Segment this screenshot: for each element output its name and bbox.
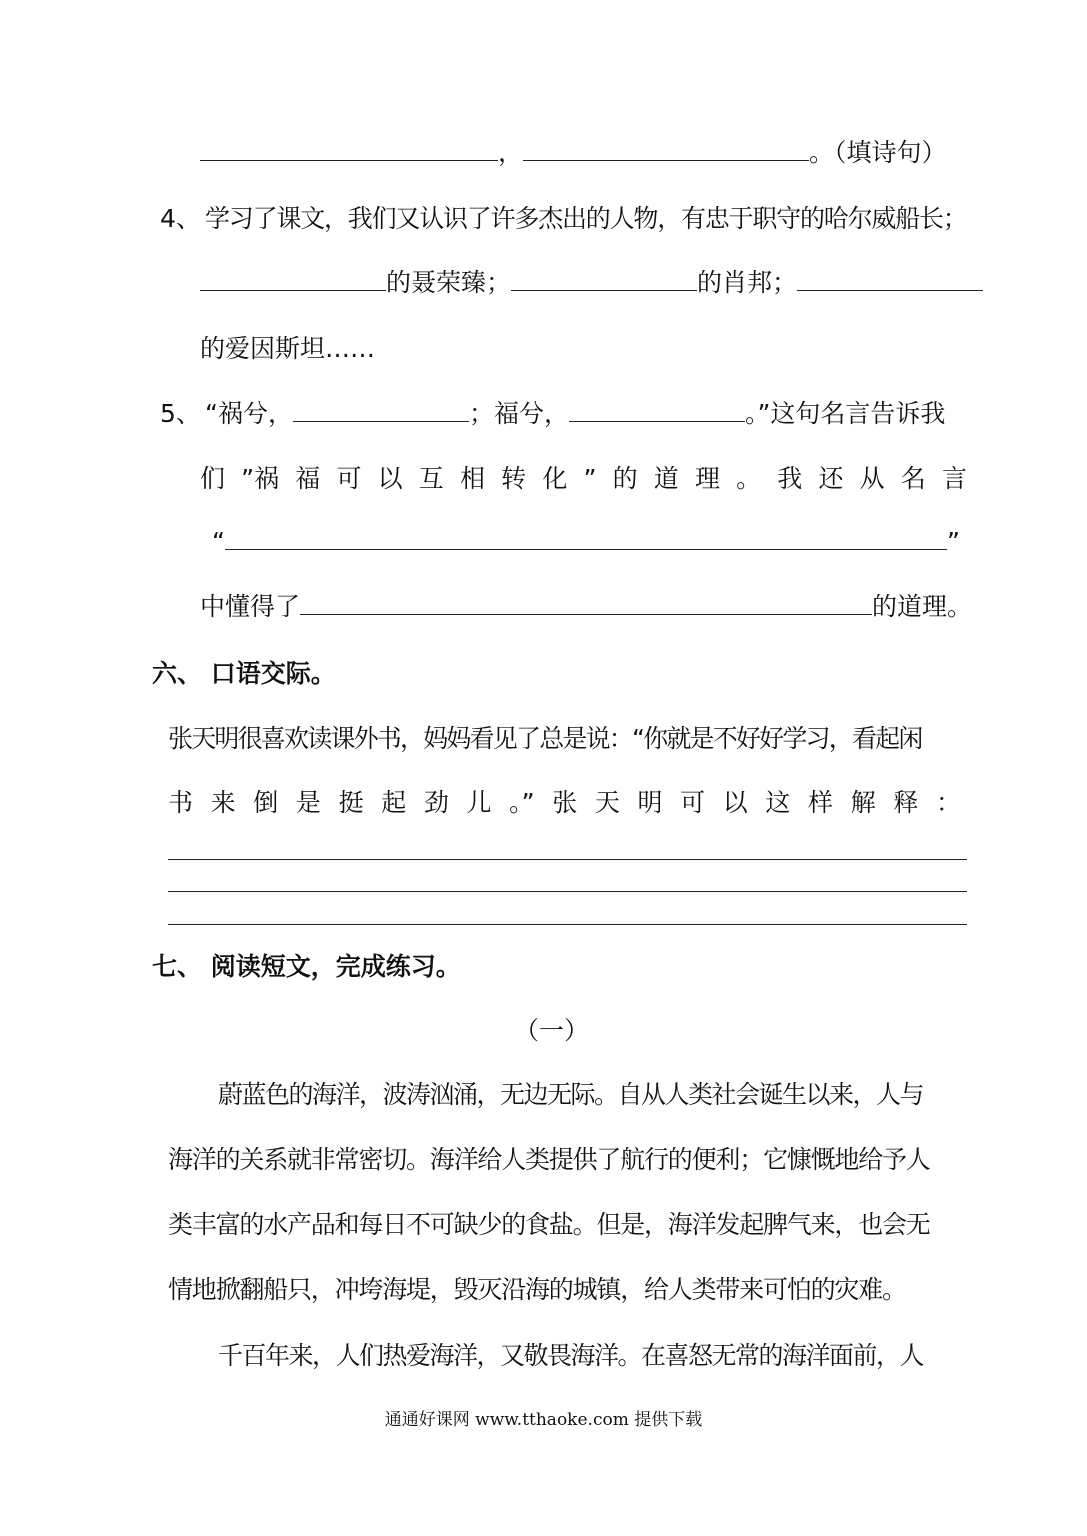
answer-blank[interactable] (200, 266, 386, 291)
passage-line: 情地掀翻船只，冲垮海堤，毁灭沿海的城镇，给人类带来可怕的灾难。 (168, 1275, 906, 1304)
q5-line4 (200, 590, 972, 624)
q5-char: 理 (694, 464, 720, 493)
section-7-heading: 七、 阅读短文，完成练习。 (152, 952, 461, 981)
q4-number: 4、 (160, 204, 201, 233)
q3-answer-line (200, 136, 947, 170)
s6-char: 天 (594, 788, 620, 817)
q5-char: ” (583, 464, 597, 493)
s6-char: 以 (722, 788, 748, 817)
answer-line[interactable] (168, 859, 967, 860)
answer-blank[interactable] (797, 266, 983, 291)
q5-char: 还 (818, 464, 844, 493)
q4-line3: 的爱因斯坦…… (200, 334, 376, 363)
s6-char: 倒 (253, 788, 279, 817)
q4-text-1: 的聂荣臻； (386, 268, 512, 297)
s6-char: 书 (168, 788, 194, 817)
q5-char: 我 (777, 464, 803, 493)
q5-char: 以 (377, 464, 403, 493)
answer-blank[interactable] (511, 266, 697, 291)
close-quote: ” (946, 527, 960, 556)
s6-char: 释 (893, 788, 919, 817)
q5-line1 (205, 397, 945, 431)
answer-line[interactable] (168, 924, 967, 925)
s6-char: 明 (637, 788, 663, 817)
page-footer: 通通好课网 www.tthaoke.com 提供下载 (384, 1410, 703, 1430)
s6-char: 解 (850, 788, 876, 817)
passage-line: 海洋的关系就非常密切。海洋给人类提供了航行的便利；它慷慨地给予人 (168, 1145, 930, 1174)
q4-text-2: 的肖邦； (697, 268, 798, 297)
q4-line2 (200, 266, 983, 300)
q5-char: 互 (418, 464, 444, 493)
passage-line: 蔚蓝色的海洋，波涛汹涌，无边无际。自从人类社会诞生以来，人与 (218, 1080, 924, 1109)
answer-blank[interactable] (293, 397, 469, 422)
q3-tail: 。（填诗句） (809, 138, 947, 167)
q5-line2 (200, 462, 967, 496)
s6-char: 样 (808, 788, 834, 817)
s6-char: 劲 (423, 788, 449, 817)
q5-char: 化 (542, 464, 568, 493)
q5-text-2: ；福兮， (468, 399, 569, 428)
s6-char: 来 (210, 788, 236, 817)
open-quote: “ (212, 527, 225, 556)
answer-blank[interactable] (569, 397, 745, 422)
q5-char: 们 (200, 464, 226, 493)
q5-char: 道 (653, 464, 679, 493)
s6-char: 。” (509, 788, 535, 817)
q5-char: ”祸 (241, 464, 280, 493)
s6-char: 起 (381, 788, 407, 817)
q5-char: 相 (459, 464, 485, 493)
s6-line1: 张天明很喜欢读课外书，妈妈看见了总是说：“你就是不好好学习，看起闲 (168, 724, 922, 753)
answer-blank[interactable] (300, 590, 872, 615)
s6-char: 是 (295, 788, 321, 817)
q5-char: 转 (501, 464, 527, 493)
q5-char: 可 (336, 464, 362, 493)
passage-subtitle: （一） (514, 1016, 590, 1045)
answer-blank[interactable] (225, 525, 947, 550)
s6-char: 儿 (466, 788, 492, 817)
q5-number: 5、 (160, 399, 201, 428)
s6-char: 张 (552, 788, 578, 817)
answer-blank[interactable] (523, 136, 809, 161)
answer-blank[interactable] (200, 136, 498, 161)
s6-char: ： (935, 788, 961, 817)
q5-char: 从 (859, 464, 885, 493)
passage-line: 千百年来，人们热爱海洋，又敬畏海洋。在喜怒无常的海洋面前，人 (218, 1341, 924, 1370)
s6-char: 挺 (338, 788, 364, 817)
answer-line[interactable] (168, 891, 967, 892)
s6-char: 可 (680, 788, 706, 817)
q5-char: 言 (941, 464, 967, 493)
q5-text-3: 。”这句名言告诉我 (744, 399, 946, 428)
section-6-heading: 六、 口语交际。 (152, 659, 336, 688)
q5-text-4: 中懂得了 (200, 592, 301, 621)
q5-char: 的 (612, 464, 638, 493)
q5-text-5: 的道理。 (872, 592, 973, 621)
q3-comma: ， (498, 138, 524, 167)
s6-line2 (168, 786, 961, 820)
q5-char: 名 (900, 464, 926, 493)
q5-line3 (212, 525, 960, 559)
q5-char: 。 (736, 464, 762, 493)
q5-char: 福 (295, 464, 321, 493)
s6-char: 这 (765, 788, 791, 817)
q4-line1: 学习了课文，我们又认识了许多杰出的人物，有忠于职守的哈尔威船长； (205, 204, 967, 233)
passage-line: 类丰富的水产品和每日不可缺少的食盐。但是，海洋发起脾气来，也会无 (168, 1210, 930, 1239)
q5-text-1: “祸兮， (205, 399, 293, 428)
